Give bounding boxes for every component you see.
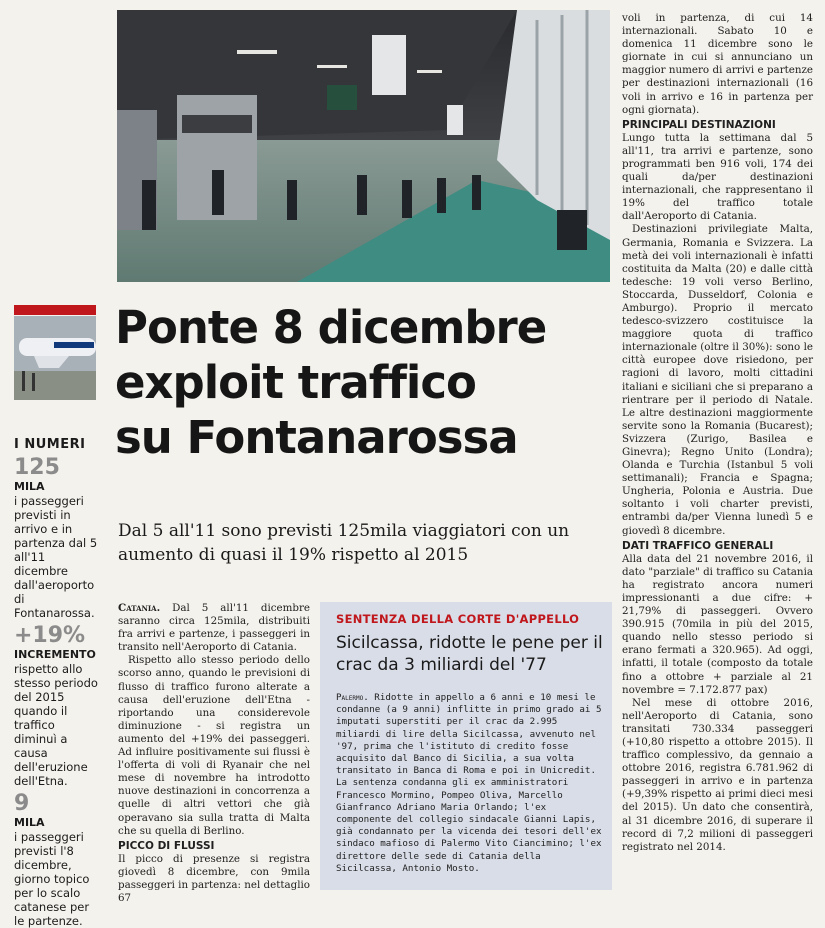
paragraph: Alla data del 21 novembre 2016, il dato "parziale" di traffico su Catania ha registrato ancora numeri impressionanti a due cifre: + 21,79% di passeggeri. Ovvero 390.915 (70mila in più del 2015, quando nello stesso periodo si erano fermati a 320.965). Ad oggi, infatti, il totale (composto da totale fino a ottobre + parziale al 21 novembre = 7.172.877 pax)	[622, 552, 813, 696]
box-kicker: SENTENZA DELLA CORTE D'APPELLO	[336, 612, 580, 626]
airport-terminal-photo	[117, 10, 610, 282]
box-title: Sicilcassa, ridotte le pene per il crac da 3 miliardi del '77	[336, 633, 603, 675]
subheadline: Dal 5 all'11 sono previsti 125mila viaggiatori con un aumento di quasi il 19% rispetto al 2015	[118, 521, 570, 565]
paragraph: Nel mese di ottobre 2016, nell'Aeroporto di Catania, sono transitati 730.334 passeggeri (+10,80 rispetto a ottobre 2015). Il traffico complessivo, da gennaio a ottobre 2016, registra 6.781.962 di passeggeri in arrivo e in partenza (+9,39% rispetto ai primi dieci mesi del 2015). Un dato che consentirà, al 31 dicembre 2016, di superare il record di 7,2 milioni di passeggeri registrato nel 2014.	[622, 696, 813, 853]
article-column-right	[622, 12, 813, 854]
dateline: Palermo.	[336, 692, 369, 703]
article-column-left	[118, 602, 310, 905]
stat-number: +19%	[14, 623, 86, 648]
paragraph: Lungo tutta la settimana dal 5 all'11, tra arrivi e partenze, sono programmati ben 916 voli, 174 dei quali da/per destinazioni internazionali, che rappresentano il 19% del traffico totale dall'Aeroporto di Catania.	[622, 131, 813, 223]
stat-description: rispetto allo stesso periodo del 2015 quando il traffico diminuì a causa dell'eruzione dell'Etna.	[14, 662, 98, 788]
paragraph: Rispetto allo stesso periodo dello scorso anno, quando le previsioni di flusso di traffico furono alterate a causa dell'eruzione dell'Etna - riportando una considerevole diminuzione - si registra un aumento del +19% dei passeggeri. Ad influire positivamente sui flussi è l'offerta di voli di Ryanair che nel mese di novembre ha introdotto nuove destinazioni in concorrenza a quelle di altri vettori che già operavano sia sulla tratta di Malta che su quella di Berlino.	[118, 654, 310, 837]
stat-number: 9	[14, 791, 30, 816]
box-body	[336, 692, 604, 875]
stat-description: i passeggeri previsti l'8 dicembre, giorno topico per lo scalo catanese per le partenze.	[14, 830, 90, 928]
headline	[115, 300, 615, 465]
paragraph: Catania. Dal 5 all'11 dicembre saranno circa 125mila, distribuiti fra arrivi e partenze, i passeggeri in transito nell'Aeroporto di Catania.	[118, 602, 310, 654]
section-heading: DATI TRAFFICO GENERALI	[622, 539, 774, 552]
section-heading: PRINCIPALI DESTINAZIONI	[622, 118, 776, 131]
paragraph: Il picco di presenze si registra giovedì 8 dicembre, con 9mila passeggeri in partenza: nel dettaglio 67	[118, 852, 310, 904]
sidebar-news-box	[320, 602, 612, 890]
paragraph: voli in partenza, di cui 14 internazionali. Sabato 10 e domenica 11 dicembre sono le giornate in cui si annunciano un maggior numero di arrivi e partenze per destinazioni internazionali (16 voli in arrivo e 16 in partenza per ogni giornata).	[622, 12, 813, 116]
headline-line: Ponte 8 dicembre	[115, 301, 547, 354]
paragraph: La sentenza condanna gli ex amministratori Francesco Mormino, Pompeo Oliva, Marcello Gianfranco Adriano Maria Orlando; l'ex componente del collegio sindacale Gianni Lapis, già condannato per la vicenda dei tesori dell'ex sindaco mafioso di Palermo Vito Ciancimino; l'ex direttore delle sede di Catania della Sicilcassa, Antonio Mosto.	[336, 777, 602, 874]
sidebar-accent-bar	[14, 305, 96, 315]
stat-item	[14, 792, 100, 928]
dateline: Catania.	[118, 602, 161, 614]
stat-item	[14, 456, 100, 620]
headline-line: exploit traffico	[115, 356, 476, 409]
ryanair-plane-photo	[14, 316, 96, 400]
headline-line: su Fontanarossa	[115, 411, 518, 464]
stat-unit: MILA	[14, 816, 45, 829]
paragraph: Palermo. Ridotte in appello a 6 anni e 10 mesi le condanne (a 9 anni) inflitte in primo grado ai 5 imputati superstiti per il crac da 2.995 miliardi di lire della Sicilcassa, avvenuto nel '97, prima che l'istituto di credito fosse acquisito dal Banco di Sicilia, a sua volta transitato in Banca di Roma e poi in Unicredit.	[336, 692, 602, 777]
numbers-sidebar	[14, 438, 100, 928]
stat-unit: INCREMENTO	[14, 648, 96, 661]
stat-item	[14, 624, 100, 788]
sidebar-heading: I NUMERI	[14, 437, 86, 452]
paragraph: Destinazioni privilegiate Malta, Germania, Romania e Svizzera. La metà dei voli internazionali è infatti costituita da Malta (20) e dalle città tedesche: 19 voli verso Berlino, Stoccarda, Dusseldorf, Colonia e Amburgo). Proprio il mercato tedesco-svizzero costituisce la maggiore quota di traffico internazionale (oltre il 30%): sono le città europee dove risiedono, per ragioni di lavoro, molti cittadini italiani e siciliani che si preparano a rientrare per il periodo di Natale. Le altre destinazioni maggiormente servite sono la Romania (Bucarest); Svizzera (Zurigo, Basilea e Ginevra); Regno Unito (Londra); Olanda e Turchia (Istanbul 5 voli settimanali); Francia e Spagna; Ungheria, Polonia e Austria. Due soltanto i voli charter previsti, entrambi da/per Vienna lunedì 5 e giovedì 8 dicembre.	[622, 223, 813, 537]
stat-number: 125	[14, 455, 60, 480]
stat-unit: MILA	[14, 480, 45, 493]
stat-description: i passeggeri previsti in arrivo e in partenza dal 5 all'11 dicembre dall'aeroporto di Fontanarossa.	[14, 494, 98, 620]
section-heading: PICCO DI FLUSSI	[118, 839, 215, 852]
